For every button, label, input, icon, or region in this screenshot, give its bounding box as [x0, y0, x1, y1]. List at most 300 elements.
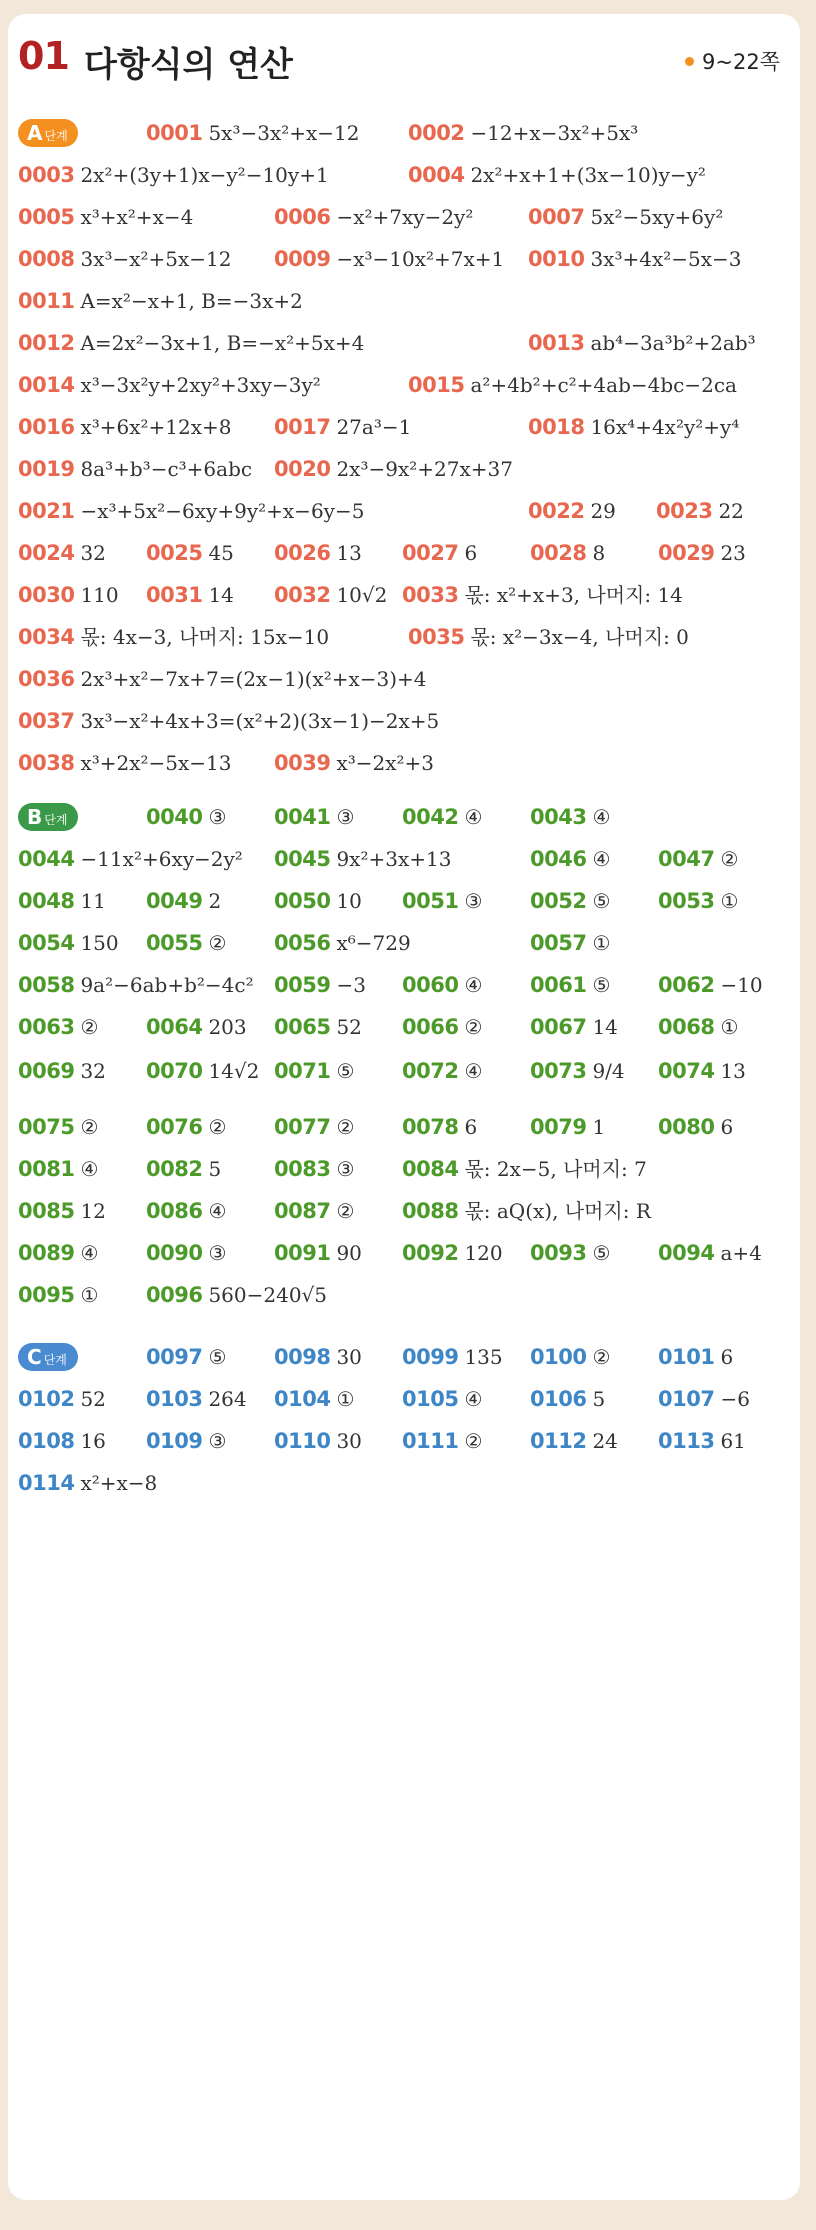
answer-row [18, 410, 790, 444]
answer-row [18, 116, 790, 150]
answer-item [274, 1424, 362, 1458]
problem-number: 0079 [530, 1115, 587, 1139]
answer-item [146, 1382, 247, 1416]
answer-item [402, 1054, 482, 1088]
answer-item [18, 1424, 106, 1458]
answer-value: 5 [208, 1157, 222, 1181]
answer-value: 24 [592, 1429, 618, 1453]
answer-value: 13 [336, 541, 362, 565]
answer-value: 14√2 [208, 1059, 260, 1083]
problem-number: 0066 [402, 1015, 459, 1039]
answer-item [402, 1194, 651, 1228]
problem-number: 0013 [528, 331, 585, 355]
answer-item [402, 884, 482, 918]
problem-number: 0072 [402, 1059, 459, 1083]
problem-number: 0094 [658, 1241, 715, 1265]
answer-row [18, 620, 790, 654]
problem-number: 0025 [146, 541, 203, 565]
answer-row [18, 536, 790, 570]
answer-item [18, 1194, 106, 1228]
problem-number: 0061 [530, 973, 587, 997]
answer-item [146, 884, 221, 918]
answer-item [18, 968, 254, 1002]
answer-item [656, 494, 744, 528]
problem-number: 0105 [402, 1387, 459, 1411]
answer-item [18, 1110, 98, 1144]
answer-value: −x³+5x²−6xy+9y²+x−6y−5 [80, 499, 365, 523]
answer-value: 14 [208, 583, 234, 607]
answer-item [274, 1110, 354, 1144]
answer-item [402, 1382, 482, 1416]
answer-value: 8 [592, 541, 606, 565]
answer-row [18, 1236, 790, 1270]
answer-value: 2x²+x+1+(3x−10)y−y² [470, 163, 706, 187]
answer-item [530, 926, 610, 960]
answer-item [402, 1110, 477, 1144]
chapter-title: 다항식의 연산 [84, 45, 293, 85]
answer-value: 22 [718, 499, 744, 523]
problem-number: 0021 [18, 499, 75, 523]
answer-item [18, 1278, 98, 1312]
problem-number: 0057 [530, 931, 587, 955]
problem-number: 0033 [402, 583, 459, 607]
answer-item [530, 842, 610, 876]
problem-number: 0085 [18, 1199, 75, 1223]
answer-value: 2x²+(3y+1)x−y²−10y+1 [80, 163, 329, 187]
answer-item [18, 158, 329, 192]
answer-item [18, 326, 364, 360]
answer-item [18, 494, 364, 528]
answer-item [528, 326, 756, 360]
answer-item [18, 1152, 98, 1186]
problem-number: 0046 [530, 847, 587, 871]
answer-value: 560−240√5 [208, 1283, 328, 1307]
answer-item [402, 1340, 503, 1374]
answer-value: −x²+7xy−2y² [336, 205, 474, 229]
answer-value: 13 [720, 1059, 746, 1083]
answer-value: 52 [336, 1015, 362, 1039]
answer-item [402, 1236, 503, 1270]
problem-number: 0039 [274, 751, 331, 775]
answer-value: 3x³−x²+4x+3=(x²+2)(3x−1)−2x+5 [80, 709, 440, 733]
answer-value: 9/4 [592, 1059, 625, 1083]
answer-value: 32 [80, 541, 106, 565]
problem-number: 0007 [528, 205, 585, 229]
answer-row [18, 284, 790, 318]
level-badge [18, 803, 78, 831]
answer-value: ② [80, 1115, 99, 1139]
answer-value: ② [464, 1429, 483, 1453]
answer-item [528, 242, 742, 276]
problem-number: 0053 [658, 889, 715, 913]
problem-number: 0038 [18, 751, 75, 775]
answer-value: x³−3x²y+2xy²+3xy−3y² [80, 373, 321, 397]
answer-item [658, 1424, 746, 1458]
answer-value: a²+4b²+c²+4ab−4bc−2ca [470, 373, 737, 397]
problem-number: 0027 [402, 541, 459, 565]
answer-value: 30 [336, 1429, 362, 1453]
answer-row [18, 1382, 790, 1416]
problem-number: 0100 [530, 1345, 587, 1369]
problem-number: 0020 [274, 457, 331, 481]
answer-value: 110 [80, 583, 119, 607]
answer-row [18, 1010, 790, 1044]
problem-number: 0093 [530, 1241, 587, 1265]
answer-value: ② [464, 1015, 483, 1039]
answer-value: −3 [336, 973, 366, 997]
answer-item [402, 1010, 482, 1044]
answer-value: 몫: x²+x+3, 나머지: 14 [464, 583, 683, 607]
problem-number: 0095 [18, 1283, 75, 1307]
answer-value: ⑤ [592, 1241, 611, 1265]
problem-number: 0070 [146, 1059, 203, 1083]
problem-number: 0036 [18, 667, 75, 691]
problem-number: 0109 [146, 1429, 203, 1453]
answer-item [146, 116, 360, 150]
answer-value: 32 [80, 1059, 106, 1083]
answer-value: ⑤ [592, 889, 611, 913]
answer-item [274, 200, 473, 234]
answer-item [658, 1340, 733, 1374]
answer-value: 몫: aQ(x), 나머지: R [464, 1199, 651, 1223]
answer-row [18, 1152, 790, 1186]
answer-value: ④ [464, 973, 483, 997]
page-range [685, 46, 780, 76]
answer-row [18, 926, 790, 960]
answer-item [408, 620, 689, 654]
answer-item [146, 1278, 327, 1312]
answer-item [146, 926, 226, 960]
problem-number: 0035 [408, 625, 465, 649]
answer-value: ⑤ [336, 1059, 355, 1083]
problem-number: 0097 [146, 1345, 203, 1369]
answer-value: 12 [80, 1199, 106, 1223]
answer-item [18, 1010, 98, 1044]
problem-number: 0060 [402, 973, 459, 997]
problem-number: 0026 [274, 541, 331, 565]
answer-item [274, 746, 434, 780]
answer-item [146, 1340, 226, 1374]
problem-number: 0080 [658, 1115, 715, 1139]
answer-item [274, 578, 387, 612]
answer-value: ④ [80, 1157, 99, 1181]
answer-value: 14 [592, 1015, 618, 1039]
answer-item [18, 1382, 106, 1416]
problem-number: 0087 [274, 1199, 331, 1223]
answer-item [274, 800, 354, 834]
answer-value: 29 [590, 499, 616, 523]
problem-number: 0086 [146, 1199, 203, 1223]
answer-value: A=2x²−3x+1, B=−x²+5x+4 [80, 331, 365, 355]
answer-item [274, 1340, 362, 1374]
answer-row [18, 1340, 790, 1374]
level-suffix: 단계 [44, 129, 68, 143]
problem-number: 0004 [408, 163, 465, 187]
answer-row [18, 746, 790, 780]
level-badge [18, 1343, 78, 1371]
problem-number: 0055 [146, 931, 203, 955]
problem-number: 0015 [408, 373, 465, 397]
answer-item [18, 368, 321, 402]
answer-value: ⑤ [208, 1345, 227, 1369]
chapter-number: 01 [18, 34, 69, 78]
answer-item [146, 536, 234, 570]
answer-row [18, 842, 790, 876]
answer-row [18, 1054, 790, 1088]
answer-value: 6 [464, 1115, 478, 1139]
answer-value: 61 [720, 1429, 746, 1453]
answer-item [18, 410, 232, 444]
level-badge [18, 119, 78, 147]
answer-row [18, 1278, 790, 1312]
answer-value: 3x³−x²+5x−12 [80, 247, 232, 271]
answer-value: x⁶−729 [336, 931, 411, 955]
answer-item [146, 1424, 226, 1458]
answer-row [18, 704, 790, 738]
problem-number: 0098 [274, 1345, 331, 1369]
answer-item [18, 578, 119, 612]
answer-item [274, 1236, 362, 1270]
answer-item [274, 1054, 354, 1088]
answer-item [18, 926, 119, 960]
problem-number: 0068 [658, 1015, 715, 1039]
answer-value: ② [208, 931, 227, 955]
answer-value: 16 [80, 1429, 106, 1453]
problem-number: 0092 [402, 1241, 459, 1265]
answer-row [18, 158, 790, 192]
problem-number: 0051 [402, 889, 459, 913]
problem-number: 0076 [146, 1115, 203, 1139]
answer-value: A=x²−x+1, B=−3x+2 [80, 289, 303, 313]
answer-item [146, 1010, 247, 1044]
problem-number: 0074 [658, 1059, 715, 1083]
problem-number: 0067 [530, 1015, 587, 1039]
problem-number: 0012 [18, 331, 75, 355]
answer-item [408, 158, 706, 192]
problem-number: 0048 [18, 889, 75, 913]
answer-value: 6 [720, 1115, 734, 1139]
answer-row [18, 1194, 790, 1228]
answer-item [530, 800, 610, 834]
answer-value: ④ [592, 805, 611, 829]
answer-item [274, 452, 513, 486]
answer-value: 몫: x²−3x−4, 나머지: 0 [470, 625, 689, 649]
answer-item [274, 536, 362, 570]
problem-number: 0059 [274, 973, 331, 997]
problem-number: 0001 [146, 121, 203, 145]
answer-value: 264 [208, 1387, 247, 1411]
answer-row [18, 884, 790, 918]
answer-item [18, 704, 439, 738]
answer-item [274, 968, 366, 1002]
answer-item [18, 1236, 98, 1270]
answer-value: ② [336, 1115, 355, 1139]
answer-value: 3x³+4x²−5x−3 [590, 247, 742, 271]
answer-item [402, 536, 477, 570]
answer-value: x³+6x²+12x+8 [80, 415, 232, 439]
problem-number: 0113 [658, 1429, 715, 1453]
problem-number: 0114 [18, 1471, 75, 1495]
problem-number: 0041 [274, 805, 331, 829]
answer-row [18, 326, 790, 360]
problem-number: 0009 [274, 247, 331, 271]
answer-value: 90 [336, 1241, 362, 1265]
problem-number: 0011 [18, 289, 75, 313]
answer-value: 120 [464, 1241, 503, 1265]
answer-value: ③ [464, 889, 483, 913]
problem-number: 0040 [146, 805, 203, 829]
answer-value: ② [208, 1115, 227, 1139]
answer-row [18, 800, 790, 834]
problem-number: 0005 [18, 205, 75, 229]
problem-number: 0083 [274, 1157, 331, 1181]
answer-value: x³+x²+x−4 [80, 205, 194, 229]
answer-value: 10√2 [336, 583, 388, 607]
problem-number: 0018 [528, 415, 585, 439]
answer-row [18, 662, 790, 696]
answer-item [408, 116, 638, 150]
problem-number: 0065 [274, 1015, 331, 1039]
problem-number: 0028 [530, 541, 587, 565]
problem-number: 0084 [402, 1157, 459, 1181]
answer-item [274, 1010, 362, 1044]
answer-item [146, 1110, 226, 1144]
answer-item [530, 1054, 625, 1088]
problem-number: 0107 [658, 1387, 715, 1411]
answer-item [146, 1152, 221, 1186]
answer-item [146, 800, 226, 834]
problem-number: 0050 [274, 889, 331, 913]
problem-number: 0110 [274, 1429, 331, 1453]
answer-value: 23 [720, 541, 746, 565]
problem-number: 0047 [658, 847, 715, 871]
problem-number: 0091 [274, 1241, 331, 1265]
answer-item [658, 1054, 746, 1088]
answer-item [274, 1152, 354, 1186]
problem-number: 0006 [274, 205, 331, 229]
problem-number: 0029 [658, 541, 715, 565]
problem-number: 0078 [402, 1115, 459, 1139]
problem-number: 0088 [402, 1199, 459, 1223]
level-letter: C [27, 1345, 42, 1369]
answer-value: ③ [336, 1157, 355, 1181]
problem-number: 0101 [658, 1345, 715, 1369]
answer-value: ② [80, 1015, 99, 1039]
answer-value: 150 [80, 931, 119, 955]
answer-value: ab⁴−3a³b²+2ab³ [590, 331, 756, 355]
answer-item [274, 1382, 354, 1416]
level-suffix: 단계 [43, 1353, 67, 1367]
answer-item [530, 884, 610, 918]
answer-item [18, 884, 106, 918]
answer-item [402, 1152, 647, 1186]
answer-item [18, 662, 427, 696]
answer-item [408, 368, 737, 402]
answer-value: −10 [720, 973, 763, 997]
level-letter: B [27, 805, 43, 829]
answer-item [530, 1340, 610, 1374]
problem-number: 0058 [18, 973, 75, 997]
problem-number: 0102 [18, 1387, 75, 1411]
answer-value: ④ [80, 1241, 99, 1265]
answer-value: 5x²−5xy+6y² [590, 205, 724, 229]
answer-item [528, 494, 616, 528]
answer-item [18, 242, 232, 276]
answer-value: 5 [592, 1387, 606, 1411]
problem-number: 0075 [18, 1115, 75, 1139]
answer-value: 2x³+x²−7x+7=(2x−1)(x²+x−3)+4 [80, 667, 427, 691]
problem-number: 0008 [18, 247, 75, 271]
answer-row [18, 242, 790, 276]
answer-item [274, 242, 504, 276]
answer-item [658, 1110, 733, 1144]
answer-value: ② [336, 1199, 355, 1223]
answer-item [146, 578, 234, 612]
answer-row [18, 578, 790, 612]
problem-number: 0037 [18, 709, 75, 733]
answer-item [528, 200, 723, 234]
problem-number: 0031 [146, 583, 203, 607]
problem-number: 0089 [18, 1241, 75, 1265]
answer-item [18, 1466, 157, 1500]
answer-item [402, 1424, 482, 1458]
problem-number: 0082 [146, 1157, 203, 1181]
answer-value: −12+x−3x²+5x³ [470, 121, 639, 145]
problem-number: 0071 [274, 1059, 331, 1083]
answer-item [146, 1236, 226, 1270]
answer-item [18, 746, 232, 780]
answer-value: ② [592, 1345, 611, 1369]
answer-item [530, 1110, 605, 1144]
answer-value: ④ [208, 1199, 227, 1223]
problem-number: 0104 [274, 1387, 331, 1411]
answer-item [274, 842, 451, 876]
problem-number: 0073 [530, 1059, 587, 1083]
answer-item [146, 1054, 259, 1088]
answer-row [18, 494, 790, 528]
problem-number: 0016 [18, 415, 75, 439]
answer-value: 9a²−6ab+b²−4c² [80, 973, 254, 997]
answer-value: ④ [464, 1059, 483, 1083]
problem-number: 0054 [18, 931, 75, 955]
answer-row [18, 968, 790, 1002]
answer-item [402, 578, 683, 612]
problem-number: 0024 [18, 541, 75, 565]
answer-value: x³+2x²−5x−13 [80, 751, 232, 775]
answer-row [18, 1110, 790, 1144]
answer-value: 6 [720, 1345, 734, 1369]
problem-number: 0063 [18, 1015, 75, 1039]
problem-number: 0010 [528, 247, 585, 271]
answer-item [658, 1010, 738, 1044]
problem-number: 0106 [530, 1387, 587, 1411]
answer-value: 6 [464, 541, 478, 565]
problem-number: 0064 [146, 1015, 203, 1039]
answer-value: 45 [208, 541, 234, 565]
problem-number: 0002 [408, 121, 465, 145]
problem-number: 0023 [656, 499, 713, 523]
answer-value: ④ [592, 847, 611, 871]
problem-number: 0014 [18, 373, 75, 397]
answer-value: −x³−10x²+7x+1 [336, 247, 505, 271]
answer-value: 2 [208, 889, 222, 913]
page-range-text: 9~22쪽 [702, 50, 780, 74]
problem-number: 0042 [402, 805, 459, 829]
answer-item [274, 410, 411, 444]
problem-number: 0052 [530, 889, 587, 913]
answer-item [146, 1194, 226, 1228]
answer-value: 몫: 2x−5, 나머지: 7 [464, 1157, 647, 1181]
